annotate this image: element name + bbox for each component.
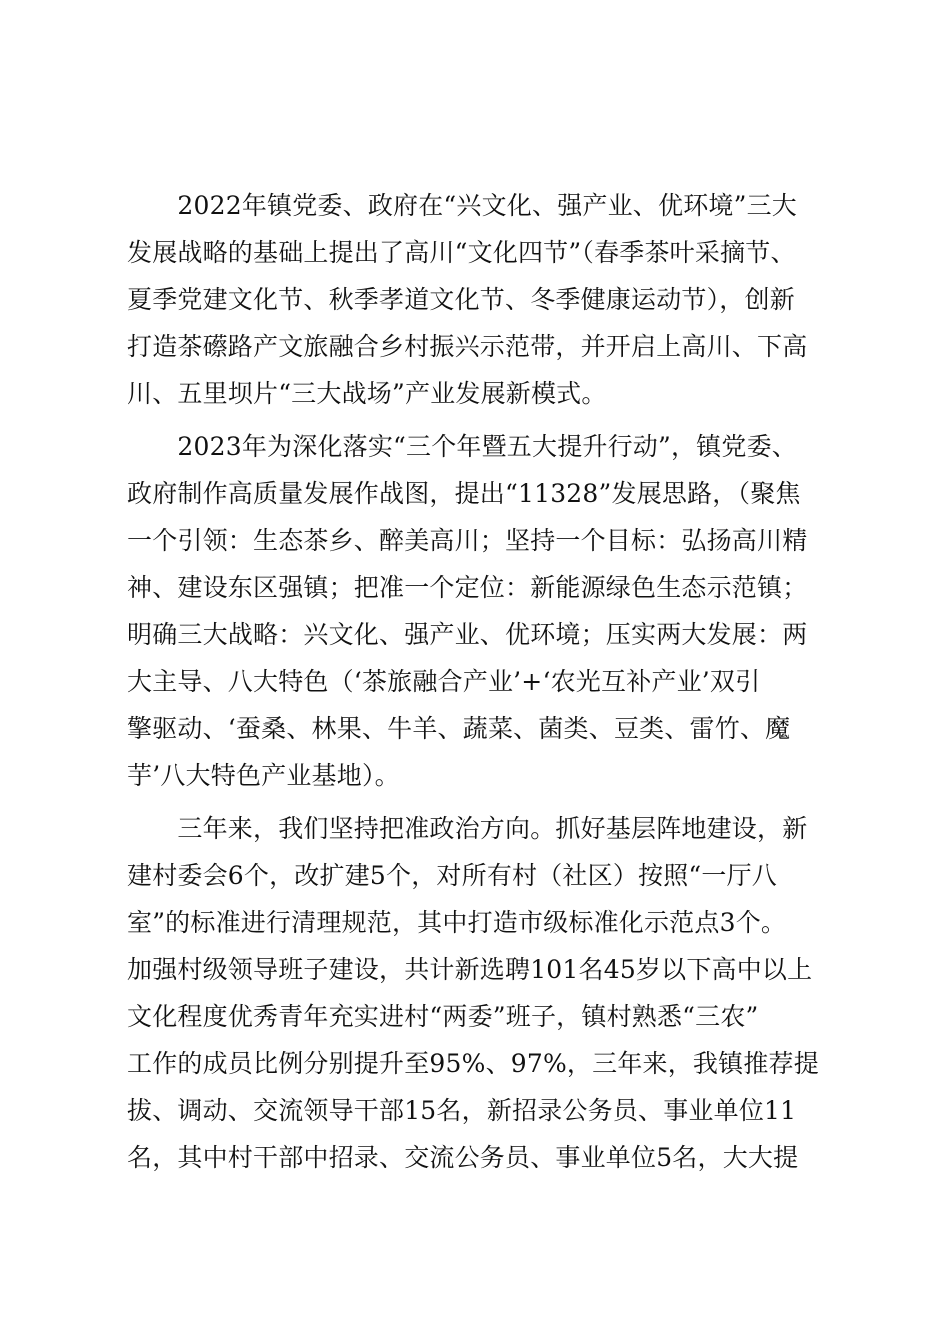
text-line: 工作的成员比例分别提升至95%、97%，三年来，我镇推荐提 [127,1049,819,1078]
text-line: 芋’八大特色产业基地）。 [127,761,400,790]
text-line: 一个引领：生态茶乡、醉美高川；坚持一个目标：弘扬高川精 [127,526,808,555]
text-line: 夏季党建文化节、秋季孝道文化节、冬季健康运动节），创新 [127,285,795,314]
text-line: 大主导、八大特色（‘茶旅融合产业’+‘农光互补产业’双引 [127,667,761,696]
text-line: 建村委会6个，改扩建5个，对所有村（社区）按照“一厅八 [127,861,777,890]
text-line: 2023年为深化落实“三个年暨五大提升行动”，镇党委、 [127,432,797,461]
text-line: 川、五里坝片“三大战场”产业发展新模式。 [127,379,607,408]
text-line: 擎驱动、‘蚕桑、林果、牛羊、蔬菜、菌类、豆类、雷竹、魔 [127,714,791,743]
paragraph-development-strategy [127,423,827,799]
text-line: 拔、调动、交流领导干部15名，新招录公务员、事业单位11 [127,1096,797,1125]
text-line: 明确三大战略：兴文化、强产业、优环境；压实两大发展：两 [127,620,808,649]
text-line: 发展战略的基础上提出了高川“文化四节”（春季茶叶采摘节、 [127,238,796,267]
text-line: 神、建设东区强镇；把准一个定位：新能源绿色生态示范镇； [127,573,808,602]
text-line: 三年来，我们坚持把准政治方向。抓好基层阵地建设，新 [127,814,808,843]
text-line: 政府制作高质量发展作战图，提出“11328”发展思路，（聚焦 [127,479,801,508]
text-line: 室”的标准进行清理规范，其中打造市级标准化示范点3个。 [127,908,787,937]
paragraph-political-direction [127,805,827,1181]
document-body [127,182,827,1181]
paragraph-culture-festivals [127,182,827,417]
text-line: 打造茶礤路产文旅融合乡村振兴示范带，并开启上高川、下高 [127,332,808,361]
text-line: 文化程度优秀青年充实进村“两委”班子，镇村熟悉“三农” [127,1002,759,1031]
text-line: 2022年镇党委、政府在“兴文化、强产业、优环境”三大 [127,191,797,220]
text-line: 名，其中村干部中招录、交流公务员、事业单位5名，大大提 [127,1143,799,1172]
text-line: 加强村级领导班子建设，共计新选聘101名45岁以下高中以上 [127,955,813,984]
